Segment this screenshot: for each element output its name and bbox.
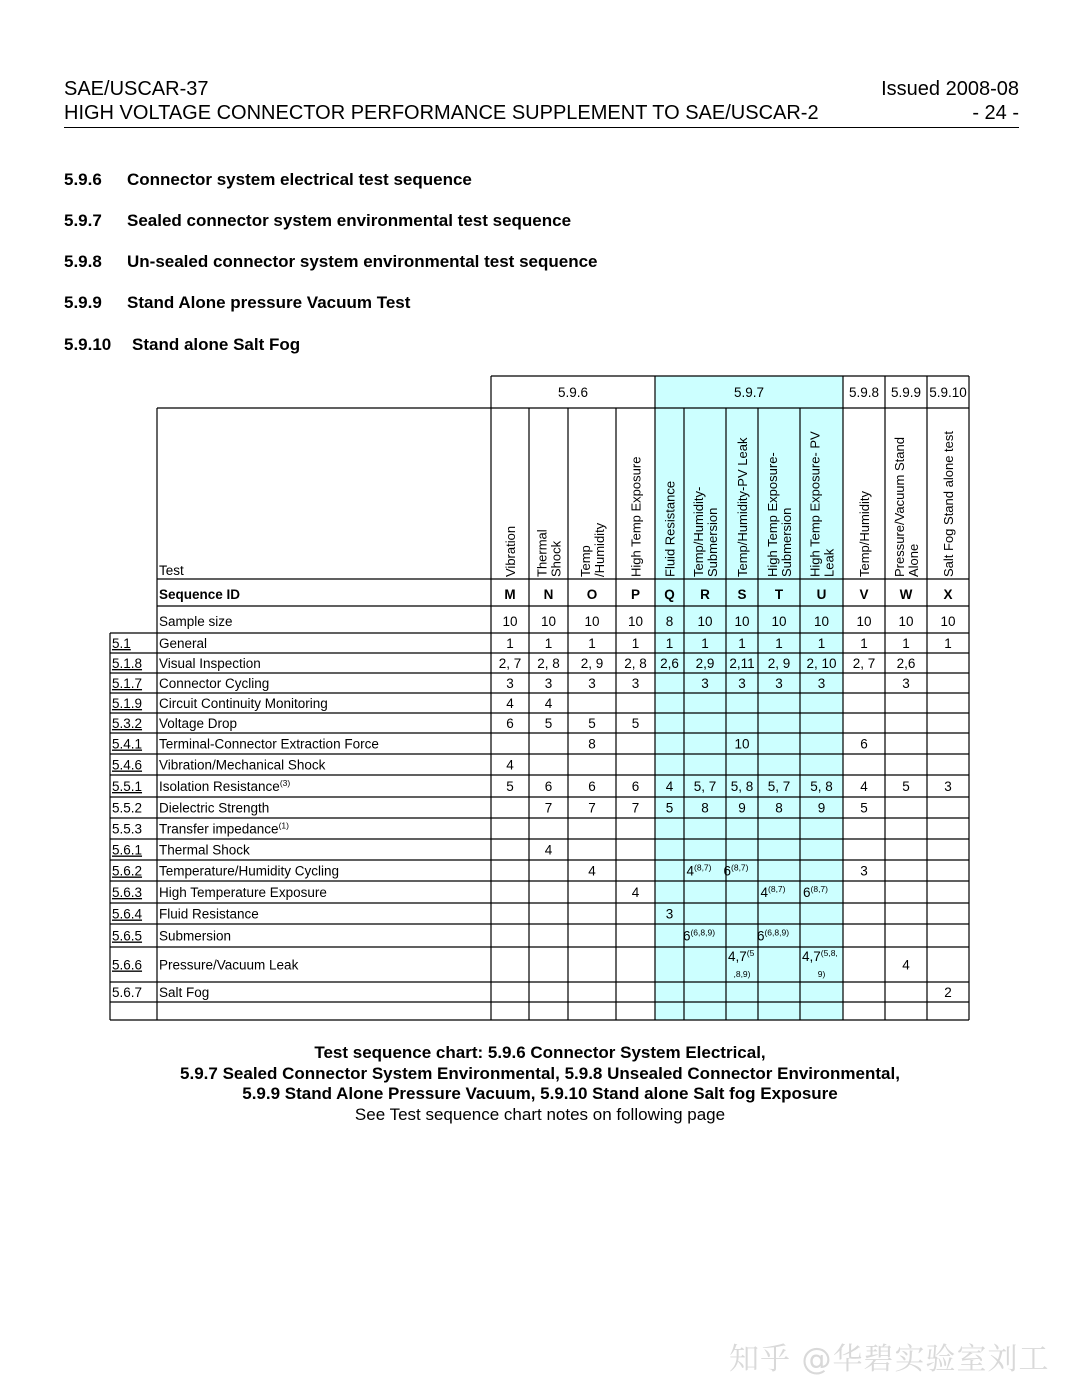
test-name: Fluid Resistance (159, 906, 259, 922)
sequence-step: 1 (902, 636, 910, 651)
sequence-id: M (504, 587, 516, 602)
section-ref-link[interactable]: 5.1.9 (112, 696, 143, 711)
sequence-step: 8 (701, 800, 709, 816)
column-header-label: Fluid Resistance (662, 480, 678, 577)
sequence-step: 1 (860, 636, 868, 651)
section-number: 5.9.9 (64, 293, 102, 312)
column-header-label: High Temp Exposure (628, 456, 644, 577)
sequence-step: 4 (544, 842, 553, 858)
column-header-label: Submersion (705, 507, 720, 577)
sequence-step: 8 (588, 736, 596, 752)
sequence-step: 3 (631, 676, 640, 691)
group-header-label: 5.9.7 (733, 385, 765, 400)
section-number: 5.9.6 (64, 170, 102, 189)
section-ref-link: 5.5.2 (112, 800, 143, 816)
column-header-label: Vibration (503, 525, 518, 577)
sequence-step: 1 (738, 636, 746, 651)
sequence-id: Q (664, 587, 675, 602)
sequence-step: 2,6 (896, 656, 916, 671)
section-ref-link[interactable]: 5.6.6 (112, 957, 143, 973)
sequence-step: 5 (902, 779, 910, 794)
sequence-step: 3 (775, 676, 783, 691)
sample-size-value: 10 (813, 614, 830, 629)
sequence-step: 1 (701, 636, 709, 651)
group-header-label: 5.9.9 (890, 385, 922, 400)
section-title: Stand alone Salt Fog (132, 335, 301, 354)
section-ref-link: 5.6.7 (112, 985, 143, 1000)
sequence-step: 4 (631, 885, 640, 900)
section-title: Sealed connector system environmental test sequence (127, 211, 572, 230)
section-ref-link[interactable]: 5.6.4 (112, 906, 143, 922)
sample-size-value: 10 (697, 614, 713, 629)
test-name: Salt Fog (159, 985, 210, 1000)
sequence-step: 4$^{(8,7)}$ (760, 884, 786, 900)
issue-date: Issued 2008-08 (881, 78, 1019, 100)
test-name: Visual Inspection (159, 656, 261, 671)
column-header-label: Leak (821, 548, 837, 577)
sequence-id: X (943, 587, 953, 602)
sequence-id-label: Sequence ID (159, 587, 241, 602)
column-header-label: Shock (548, 540, 564, 577)
column-header-label: Temp/Humidity (857, 491, 872, 577)
sequence-step: 2, 7 (498, 656, 522, 671)
sequence-id: O (586, 587, 598, 602)
sample-size-value: 8 (665, 614, 674, 629)
sequence-step: 4$^{(8,7)}$ (686, 862, 712, 879)
sequence-id: R (700, 587, 710, 602)
section-ref-link[interactable]: 5.6.3 (112, 885, 143, 900)
sequence-id: P (630, 587, 641, 602)
section-number: 5.9.7 (64, 211, 102, 230)
sequence-step: 7 (588, 800, 596, 816)
sequence-step: 6 (631, 779, 640, 794)
sequence-step: 4 (902, 957, 910, 973)
sequence-step: 2,11 (729, 656, 755, 671)
sequence-step: 6$^{(8,7)}$ (803, 884, 828, 900)
sequence-id: W (899, 587, 913, 602)
group-header-label: 5.9.10 (929, 385, 967, 400)
sequence-step: 1 (544, 636, 553, 651)
sequence-step: 5 (631, 716, 640, 731)
sequence-step: 7 (631, 800, 640, 816)
column-header-label: Alone (906, 543, 921, 577)
section-ref-link[interactable]: 5.3.2 (112, 716, 143, 731)
sequence-step: 3 (902, 676, 910, 691)
group-header-label: 5.9.6 (557, 385, 589, 400)
sequence-step: 4 (860, 779, 868, 794)
sequence-step: 1 (588, 636, 596, 651)
sequence-step: 10 (734, 736, 750, 752)
test-name: Temperature/Humidity Cycling (159, 863, 340, 879)
sequence-step: 9 (817, 800, 826, 816)
sequence-step: 8 (775, 800, 783, 816)
sequence-step: 5 (588, 716, 596, 731)
test-name: Circuit Continuity Monitoring (159, 696, 328, 711)
sequence-step-note: 9) (817, 969, 826, 979)
sample-size-value: 10 (856, 614, 872, 629)
sequence-id: S (737, 587, 747, 602)
sequence-step: 3 (860, 863, 868, 879)
sample-size-value: 10 (502, 614, 518, 629)
test-name: Isolation Resistance$^{(3)}$ (159, 778, 291, 794)
sequence-step: 3 (665, 906, 674, 922)
test-name: Thermal Shock (159, 842, 250, 858)
sequence-step: 6$^{(8,7)}$ (723, 862, 749, 879)
sequence-step: 1 (665, 636, 674, 651)
section-title: Stand Alone pressure Vacuum Test (127, 293, 411, 312)
sequence-step: 1 (817, 636, 826, 651)
sequence-step: 6 (506, 716, 514, 731)
chart-caption-line-1: Test sequence chart: 5.9.6 Connector System Electrical, (314, 1043, 766, 1062)
section-ref-link[interactable]: 5.1 (112, 636, 131, 651)
test-name: Dielectric Strength (159, 800, 270, 816)
sequence-step: 2,9 (695, 656, 715, 671)
sequence-step: 3 (544, 676, 553, 691)
sequence-step: 2, 8 (624, 656, 647, 671)
sequence-step: 6$^{(6,8,9)}$ (682, 927, 716, 944)
sequence-step: 4,7$^{(5}$ (728, 948, 755, 964)
column-header-label: Temp/Humidity-PV Leak (735, 437, 750, 577)
sequence-step: 1 (775, 636, 783, 651)
page-number: - 24 - (972, 102, 1019, 124)
sequence-step: 6 (860, 736, 868, 752)
column-header-label: Temp/Humidity- (691, 486, 706, 577)
chart-caption-line-3: 5.9.9 Stand Alone Pressure Vacuum, 5.9.10 Stand alone Salt fog Exposure (242, 1084, 838, 1103)
sequence-step: 6 (544, 779, 553, 794)
sample-size-value: 10 (584, 614, 600, 629)
sequence-step: 2,6 (660, 656, 679, 671)
sequence-step: 3 (944, 779, 952, 794)
sample-size-value: 10 (627, 614, 644, 629)
section-ref-link[interactable]: 5.4.1 (112, 736, 143, 752)
test-name: Submersion (159, 928, 232, 944)
sequence-step: 1 (631, 636, 640, 651)
section-ref-link[interactable]: 5.4.6 (112, 757, 143, 773)
sequence-step: 5, 8 (810, 779, 833, 794)
test-column-header: Test (159, 563, 184, 578)
column-header-label: Temp (578, 545, 593, 577)
column-header-label: Submersion (779, 507, 794, 577)
sequence-step: 3 (701, 676, 709, 691)
sequence-step: 5 (544, 716, 553, 731)
column-header-label: Pressure/Vacuum Stand (892, 437, 907, 577)
sample-size-value: 10 (771, 614, 787, 629)
sequence-step: $4,7^{(5,8,}$ (802, 948, 838, 964)
sequence-id: U (816, 587, 827, 602)
sequence-step: 5, 7 (767, 779, 791, 794)
section-ref-link[interactable]: 5.1.7 (112, 676, 143, 691)
column-header-label: High Temp Exposure- PV (807, 431, 823, 577)
sequence-step: 4 (506, 696, 514, 711)
sequence-step: 3 (506, 676, 514, 691)
sequence-step: 3 (738, 676, 746, 691)
watermark: 知乎 @华碧实验室刘工 (729, 1342, 1050, 1377)
sequence-step: 3 (588, 676, 596, 691)
test-name: Connector Cycling (159, 676, 270, 691)
test-name: Terminal-Connector Extraction Force (159, 736, 379, 752)
section-ref-link[interactable]: 5.5.1 (112, 779, 143, 794)
sample-size-label: Sample size (159, 614, 233, 629)
chart-caption-note: See Test sequence chart notes on following page (354, 1105, 726, 1124)
sequence-id: N (543, 587, 554, 602)
sample-size-value: 10 (940, 614, 956, 629)
sequence-step: 6 (588, 779, 596, 794)
test-name: High Temperature Exposure (159, 885, 327, 900)
column-header-label: Thermal (534, 529, 550, 577)
sequence-step: 4 (665, 779, 674, 794)
sequence-step: 2, 9 (580, 656, 604, 671)
sample-size-value: 10 (898, 614, 914, 629)
sequence-step: 3 (817, 676, 826, 691)
sequence-step: 6$^{(6,8,9)}$ (756, 927, 790, 944)
sample-size-value: 10 (540, 614, 557, 629)
sequence-step: 5 (860, 800, 868, 816)
section-ref-link[interactable]: 5.6.5 (112, 928, 143, 944)
chart-caption-line-2: 5.9.7 Sealed Connector System Environmental, 5.9.8 Unsealed Connector Environmental, (180, 1064, 900, 1083)
section-number: 5.9.10 (64, 335, 112, 354)
section-title: Un-sealed connector system environmental test sequence (127, 252, 598, 271)
sequence-step: 5 (506, 779, 514, 794)
column-header-label: /Humidity (592, 522, 607, 577)
test-name: Transfer impedance$^{(1)}$ (159, 820, 289, 837)
sequence-step: 4 (506, 757, 514, 773)
section-ref-link[interactable]: 5.6.2 (112, 863, 143, 879)
sequence-step: 1 (944, 636, 952, 651)
group-header-label: 5.9.8 (848, 385, 880, 400)
sequence-step-note: ,8,9) (733, 969, 751, 979)
sequence-id: V (859, 587, 869, 602)
section-ref-link[interactable]: 5.6.1 (112, 842, 143, 858)
sequence-step: 1 (506, 636, 514, 651)
test-name: General (159, 636, 208, 651)
section-ref-link: 5.5.3 (112, 821, 143, 837)
test-name: Voltage Drop (159, 716, 238, 731)
sequence-step: 5, 7 (693, 779, 717, 794)
test-name: Pressure/Vacuum Leak (159, 957, 299, 973)
test-name: Vibration/Mechanical Shock (159, 757, 326, 773)
sequence-step: 4 (544, 696, 553, 711)
sequence-step: 7 (544, 800, 553, 816)
column-header-label: High Temp Exposure- (765, 452, 780, 577)
sequence-step: 4 (588, 863, 596, 879)
sequence-step: 5, 8 (730, 779, 754, 794)
doc-title: HIGH VOLTAGE CONNECTOR PERFORMANCE SUPPLEMENT TO SAE/USCAR-2 (64, 102, 819, 124)
sequence-id: T (774, 587, 784, 602)
sequence-step: 2, 9 (767, 656, 791, 671)
sequence-step: 2 (944, 985, 952, 1000)
sequence-step: 5 (665, 800, 674, 816)
column-header-label: Salt Fog Stand alone test (941, 431, 956, 577)
sample-size-value: 10 (734, 614, 750, 629)
section-title: Connector system electrical test sequence (127, 170, 472, 189)
sequence-step: 9 (738, 800, 746, 816)
sequence-step: 2, 10 (806, 656, 837, 671)
section-number: 5.9.8 (64, 252, 102, 271)
sequence-step: 2, 7 (852, 656, 876, 671)
sequence-step: 2, 8 (537, 656, 560, 671)
section-ref-link[interactable]: 5.1.8 (112, 656, 143, 671)
doc-id: SAE/USCAR-37 (64, 78, 209, 100)
